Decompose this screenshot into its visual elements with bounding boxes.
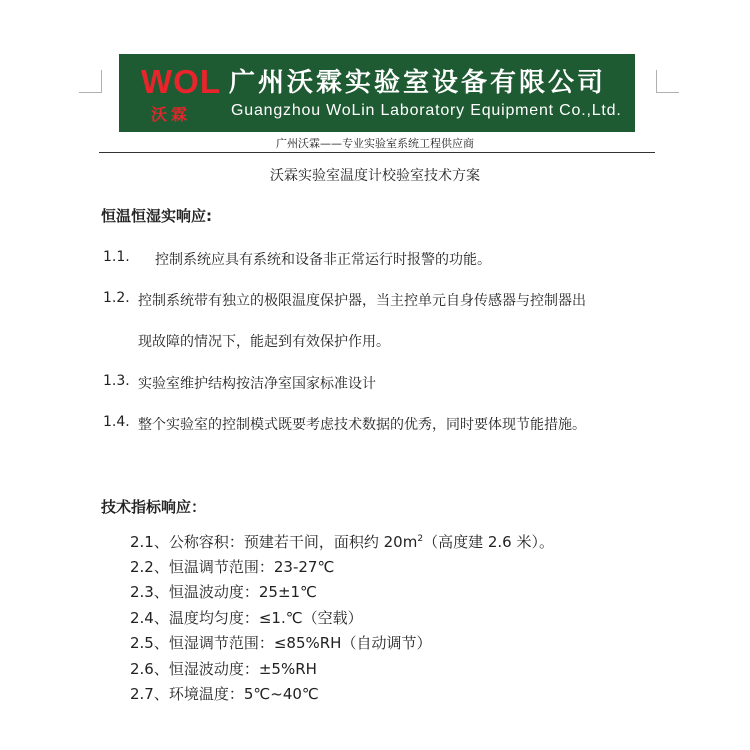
- spec-item-2-4: 2.4、温度均匀度：≤1.℃（空载）: [130, 609, 363, 627]
- crop-mark-top-right: [656, 70, 679, 93]
- item-text: 控制系统带有独立的极限温度保护器，当主控单元自身传感器与控制器出: [138, 293, 586, 309]
- item-number: 1.4.: [103, 414, 130, 430]
- spec-item-2-5: 2.5、恒湿调节范围：≤85%RH（自动调节）: [130, 634, 432, 652]
- item-number: 1.1.: [103, 249, 130, 265]
- header-banner: [119, 54, 635, 132]
- item-text: 整个实验室的控制模式既要考虑技术数据的优秀，同时要体现节能措施。: [138, 417, 586, 433]
- section-heading-2: 技术指标响应：: [101, 498, 207, 516]
- spec-superscript: 2: [417, 534, 424, 544]
- item-number: 1.2.: [103, 290, 130, 306]
- crop-mark-top-left: [79, 70, 102, 93]
- section-heading-1: 恒温恒湿实响应:: [101, 207, 212, 225]
- company-name-en: Guangzhou WoLin Laboratory Equipment Co.,Ltd.: [231, 102, 622, 119]
- spec-item-2-1: [130, 531, 554, 552]
- company-name-cn: 广州沃霖实验室设备有限公司: [229, 68, 607, 98]
- list-item-1-2-continuation: 现故障的情况下，能起到有效保护作用。: [138, 334, 390, 350]
- header-rule: [99, 152, 655, 153]
- item-number: 1.3.: [103, 373, 130, 389]
- doc-title: 沃霖实验室温度计校验室技术方案: [270, 168, 480, 184]
- spec-item-2-3: 2.3、恒温波动度：25±1℃: [130, 583, 317, 601]
- spec-item-2-6: 2.6、恒湿波动度：±5%RH: [130, 660, 317, 678]
- spec-item-2-7: 2.7、环境温度：5℃~40℃: [130, 685, 319, 703]
- logo-cn: 沃霖: [151, 105, 192, 124]
- spec-text: 2.1、公称容积：预建若干间，面积约 20m: [130, 533, 418, 551]
- spec-item-2-2: 2.2、恒温调节范围：23-27℃: [130, 558, 335, 576]
- item-text: 实验室维护结构按洁净室国家标准设计: [138, 376, 376, 392]
- logo-text: WOL: [141, 63, 221, 100]
- item-text: 控制系统应具有系统和设备非正常运行时报警的功能。: [155, 252, 491, 268]
- spec-tail: （高度建 2.6 米）。: [423, 533, 554, 551]
- header-tagline: 广州沃霖——专业实验室系统工程供应商: [276, 137, 474, 150]
